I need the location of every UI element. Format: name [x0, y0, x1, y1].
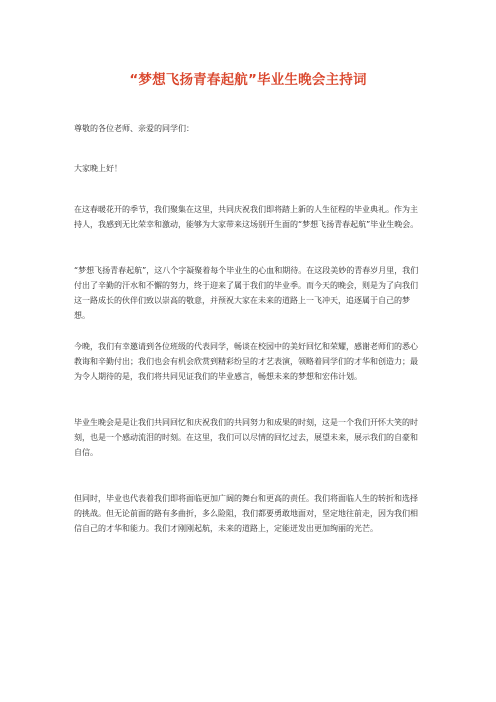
body-paragraph-3: 今晚，我们有幸邀请到各位班级的代表同学，畅谈在校园中的美好回忆和荣耀，感谢老师们的悉心教诲和辛勤付出；我们也会有机会欣赏到精彩纷呈的才艺表演，领略着同学们的才华和创造力；最为令人期待的是，我们将共同见证我们的毕业感言，畅想未来的梦想和宏伟计划。	[74, 342, 418, 381]
body-paragraph-2: “梦想飞扬青春起航”，这八个字凝聚着每个毕业生的心血和期待。在这段美妙的青春岁月里，我们付出了辛勤的汗水和不懈的努力，终于迎来了属于我们的毕业季。而今天的晚会，则是为了向我们这一路成长的伙伴们致以崇高的敬意，并预祝大家在未来的道路上一飞冲天，追逐属于自己的梦想。	[74, 266, 419, 320]
body-paragraph-4: 毕业生晚会是是让我们共同回忆和庆祝我们的共同努力和成果的时刻，这是一个我们开怀大笑的时刻，也是一个感动流泪的时刻。在这里，我们可以尽情的回忆过去，展望未来，展示我们的自豪和自信。	[74, 418, 418, 457]
greeting-paragraph: 大家晚上好！	[74, 164, 122, 173]
document-title: “梦想飞扬青春起航”毕业生晚会主持词	[129, 72, 367, 88]
salutation-paragraph: 尊敬的各位老师、亲爱的同学们：	[74, 124, 194, 133]
body-paragraph-1: 在这春暖花开的季节，我们聚集在这里，共同庆祝我们即将踏上新的人生征程的毕业典礼。作为主持人，我感到无比荣幸和激动，能够为大家带来这场别开生面的“梦想飞扬青春起航”毕业生晚会。	[74, 205, 419, 229]
body-paragraph-5: 但同时，毕业也代表着我们即将面临更加广阔的舞台和更高的责任。我们将面临人生的转折和选择的挑战。但无论前面的路有多曲折，多么险阻，我们都要勇敢地面对，坚定地往前走，因为我们相信自己的才华和能力。我们才刚刚起航，未来的道路上，定能迸发出更加绚丽的光芒。	[74, 494, 418, 533]
